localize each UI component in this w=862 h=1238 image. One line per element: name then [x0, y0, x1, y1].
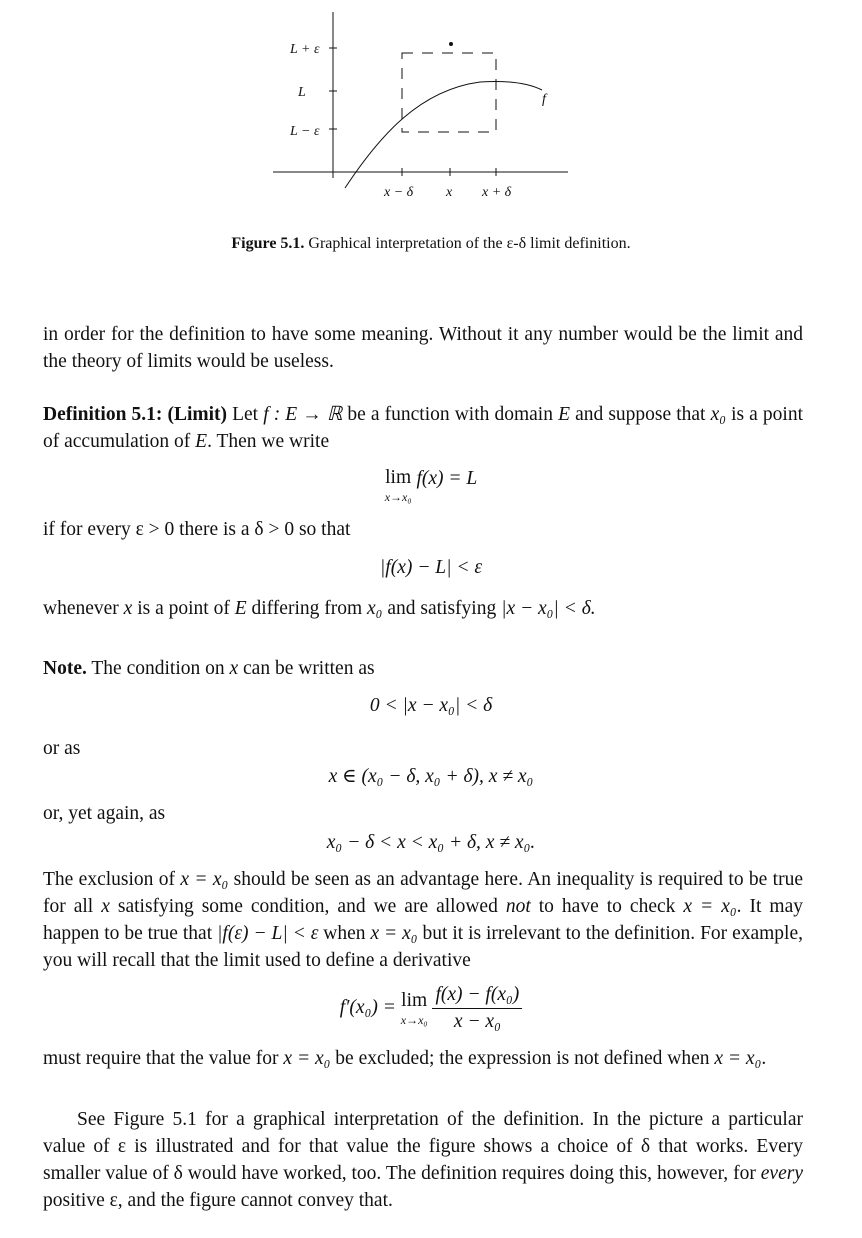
wh-x: x [123, 598, 133, 619]
note-b: can be written as [238, 658, 375, 679]
equation-cond-3 [0, 832, 862, 854]
line-or-as: or as [43, 738, 81, 759]
wh-d: and satisfying [382, 598, 502, 619]
def-x0: x₀ [710, 404, 726, 425]
note-label: Note. [43, 658, 87, 679]
wh-cond: |x − x₀| < δ. [501, 598, 596, 619]
label-x: x [446, 185, 453, 200]
def-domain-2: E [195, 431, 208, 452]
equation-cond-2 [0, 764, 862, 788]
label-x-plus-delta: x + δ [482, 185, 512, 200]
deriv-denominator: x − x₀ [453, 1011, 501, 1032]
def-domain: E [558, 404, 570, 425]
mu-xeq2: x = x₀ [714, 1048, 762, 1069]
label-x-minus-delta: x − δ [384, 185, 414, 200]
paragraph-see-figure [43, 1106, 803, 1214]
paragraph-exclusion [43, 866, 803, 974]
label-f: f [542, 92, 546, 107]
mu-c: . [761, 1048, 767, 1069]
ex-d: to have to check [530, 896, 684, 917]
mu-a: must require that the value for [43, 1048, 284, 1069]
note-x: x [229, 658, 239, 679]
lim-subscript: x→x₀ [384, 489, 412, 504]
cond-2: x ∈ (x₀ − δ, x₀ + δ), x ≠ x₀ [328, 766, 534, 787]
ex-c: satisfying some condition, and we are allowed [109, 896, 506, 917]
wh-c: differing from [246, 598, 368, 619]
def-text-2: be a function with domain [342, 404, 559, 425]
caption-label: Figure 5.1. [231, 235, 305, 252]
figure-5-1 [0, 0, 862, 230]
line-whenever [43, 596, 596, 622]
ex-g: but it is irrelevant to the definition. For example, you will recall that the limit used to define a derivative [43, 923, 803, 971]
definition-5-1 [43, 401, 803, 455]
ex-abs: |f(ε) − L| < ε [217, 923, 319, 944]
wh-a: whenever [43, 598, 124, 619]
epsilon-delta-box [402, 53, 496, 132]
ex-xeq3: x = x₀ [370, 923, 418, 944]
cond-3: x₀ − δ < x < x₀ + δ, x ≠ x₀. [326, 832, 536, 853]
line-or-yet: or, yet again, as [43, 803, 166, 824]
ex-e: . It may happen to be true that [43, 896, 803, 944]
def-text-3: and suppose that [569, 404, 711, 425]
note [43, 656, 375, 682]
equation-limit [0, 468, 862, 503]
see-every: every [760, 1163, 803, 1184]
deriv-lim-word: lim [401, 990, 428, 1012]
def-text-1: Let [227, 404, 264, 425]
line-for-every: if for every ε > 0 there is a δ > 0 so that [43, 519, 351, 540]
label-L: L [298, 85, 306, 100]
cond-1: 0 < |x − x₀| < δ [369, 695, 493, 716]
def-function: f : E → ℝ [263, 404, 343, 425]
see-b: positive ε, and the figure cannot convey that. [43, 1190, 393, 1211]
mu-b: be excluded; the expression is not defined when [330, 1048, 715, 1069]
label-L-plus-eps: L + ε [290, 42, 320, 57]
definition-label: Definition 5.1: (Limit) [43, 404, 228, 425]
abs-inequality: |f(x) − L| < ε [379, 557, 483, 578]
lim-word: lim [385, 467, 412, 488]
see-a: See Figure 5.1 for a graphical interpretation of the definition. In the picture a particular value of ε is illustrated and for that value the figure shows a choice of δ that works. Every smaller value of δ would have worked, too. The definition requires doing this, however, for [43, 1109, 803, 1184]
note-a: The condition on [86, 658, 230, 679]
figure-caption [0, 235, 862, 253]
caption-text: Graphical interpretation of the ε-δ limit definition. [304, 235, 631, 252]
mu-xeq: x = x₀ [283, 1048, 331, 1069]
wh-x0: x₀ [367, 598, 383, 619]
ex-a: The exclusion of [43, 869, 181, 890]
ex-xeq: x = x₀ [180, 869, 229, 890]
equation-abs [0, 557, 862, 579]
function-value-point [449, 42, 453, 46]
deriv-lim-sub: x→x₀ [400, 1012, 428, 1027]
lim-operator [385, 468, 412, 503]
paragraph-must-require [43, 1045, 803, 1072]
wh-b: is a point of [132, 598, 235, 619]
def-text-4: is a point of accumulation of [43, 404, 804, 452]
paragraph-meaning: in order for the definition to have some meaning. Without it any number would be the limit and the theory of limits would be useless. [43, 324, 803, 372]
wh-E: E [234, 598, 247, 619]
limit-body: f(x) = L [416, 468, 478, 489]
equation-derivative [0, 984, 862, 1033]
deriv-lim [401, 991, 428, 1026]
def-text-5: . Then we write [207, 431, 330, 452]
deriv-fraction [432, 984, 522, 1033]
deriv-numerator: f(x) − f(x₀) [432, 984, 522, 1009]
equation-cond-1 [0, 695, 862, 717]
ex-x: x [101, 896, 110, 917]
ex-f: when [318, 923, 371, 944]
ex-xeq2: x = x₀ [683, 896, 737, 917]
deriv-lhs: f′(x₀) = [339, 996, 401, 1018]
label-L-minus-eps: L − ε [290, 124, 320, 139]
ex-not: not [505, 896, 531, 917]
ex-b: should be seen as an advantage here. An inequality is required to be true for all [43, 869, 804, 917]
